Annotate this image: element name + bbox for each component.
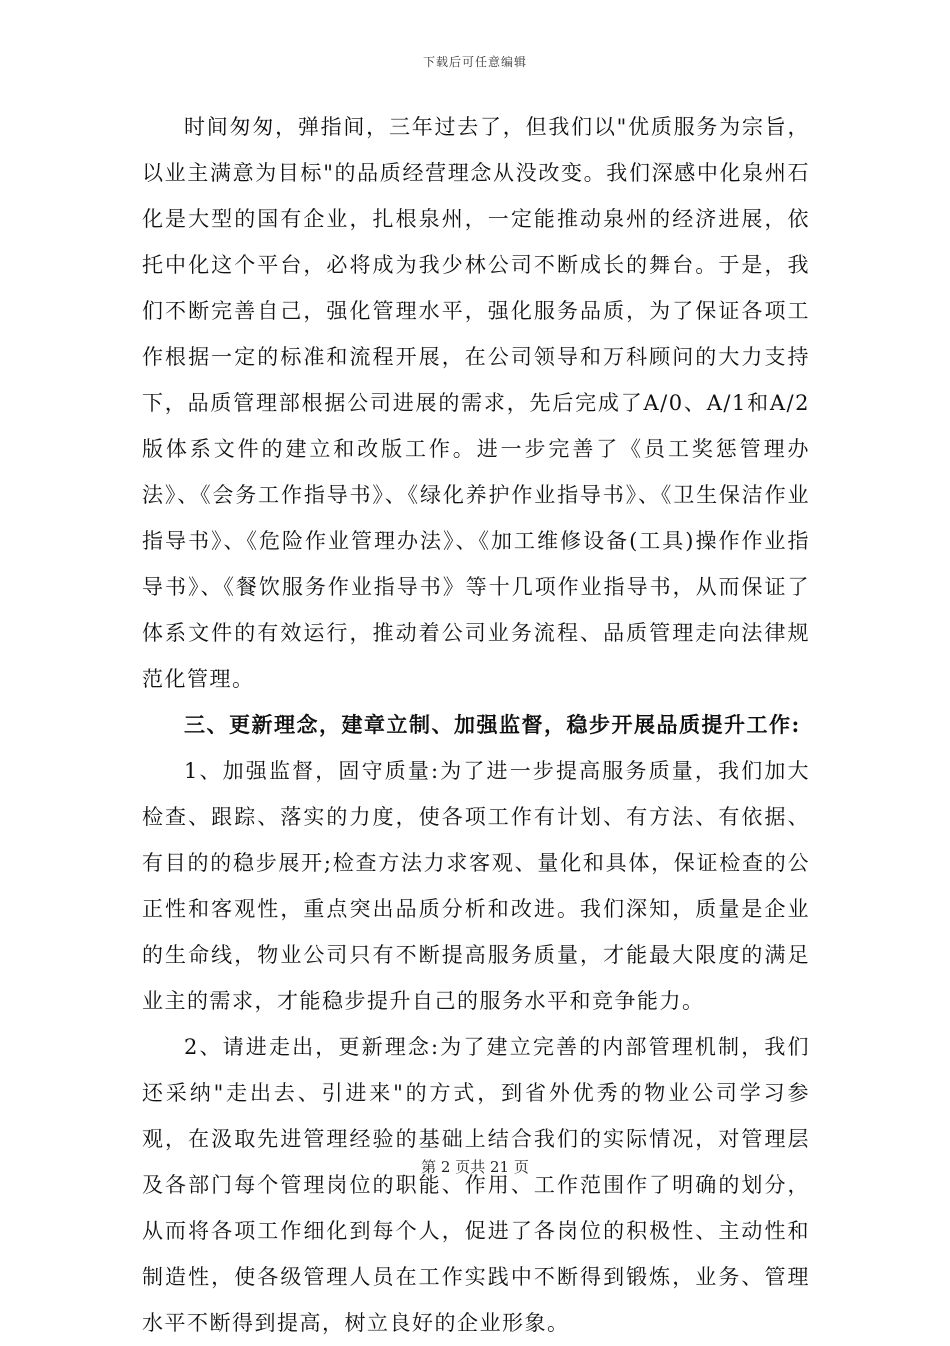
page-footer: 第 2 页共 21 页 (421, 1158, 529, 1176)
section-heading: 三、更新理念，建章立制、加强监督，稳步开展品质提升工作: (184, 712, 801, 737)
page-header: 下载后可任意编辑 (422, 55, 527, 69)
paragraph-intro: 时间匆匆，弹指间，三年过去了，但我们以"优质服务为宗旨，以业主满意为目标"的品质经营理念从没改变。我们深感中化泉州石化是大型的国有企业，扎根泉州，一定能推动泉州的经济进展，依托中化这个平台，必将成为我少林公司不断成长的舞台。于是，我们不断完善自己，强化管理水平，强化服务品质，为了保证各项工作根据一定的标准和流程开展，在公司领导和万科顾问的大力支持下，品质管理部根据公司进展的需求，先后完成了A/0、A/1和A/2版体系文件的建立和改版工作。进一步完善了《员工奖惩管理办法》、《会务工作指导书》、《绿化养护作业指导书》、《卫生保洁作业指导书》、《危险作业管理办法》、《加工维修设备(工具)操作作业指导书》、《餐饮服务作业指导书》等十几项作业指导书，从而保证了体系文件的有效运行，推动着公司业务流程、品质管理走向法律规范化管理。 (142, 115, 810, 691)
paragraph-supervision: 1、加强监督，固守质量:为了进一步提高服务质量，我们加大检查、跟踪、落实的力度，使各项工作有计划、有方法、有依据、有目的的稳步展开;检查方法力求客观、量化和具体，保证检查的公正性和客观性，重点突出品质分析和改进。我们深知，质量是企业的生命线，物业公司只有不断提高服务质量，才能最大限度的满足业主的需求，才能稳步提升自己的服务水平和竞争能力。 (142, 759, 810, 1013)
paragraph-concept: 2、请进走出，更新理念:为了建立完善的内部管理机制，我们还采纳"走出去、引进来"的方式，到省外优秀的物业公司学习参观，在汲取先进管理经验的基础上结合我们的实际情况，对管理层及各部门每个管理岗位的职能、作用、工作范围作了明确的划分，从而将各项工作细化到每个人，促进了各岗位的积极性、主动性和制造性，使各级管理人员在工作实践中不断得到锻炼，业务、管理水平不断得到提高，树立良好的企业形象。 (142, 1035, 810, 1335)
